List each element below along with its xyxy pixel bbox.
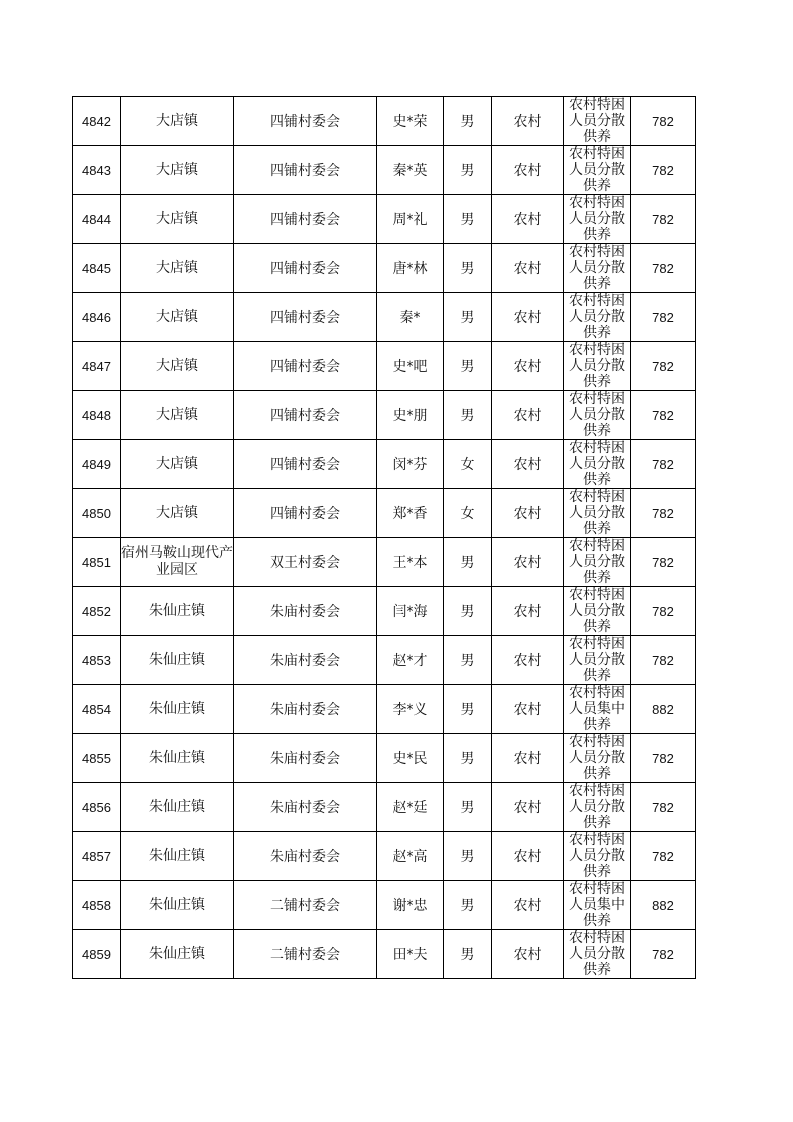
- village-committee-cell: 二铺村委会: [234, 930, 377, 979]
- village-committee-cell: 朱庙村委会: [234, 587, 377, 636]
- support-category-text: 农村特困 人员分散 供养: [569, 783, 625, 831]
- town-cell: 朱仙庄镇: [121, 734, 234, 783]
- support-category-text: 农村特困 人员分散 供养: [569, 930, 625, 978]
- serial-number-cell: 4846: [73, 293, 121, 342]
- amount-cell: 782: [631, 146, 696, 195]
- serial-number-cell: 4847: [73, 342, 121, 391]
- amount-cell: 782: [631, 440, 696, 489]
- serial-number-cell: 4843: [73, 146, 121, 195]
- serial-number-cell: 4857: [73, 832, 121, 881]
- town-cell: 朱仙庄镇: [121, 636, 234, 685]
- support-category-cell: [564, 881, 631, 930]
- support-category-cell: [564, 342, 631, 391]
- person-name-cell: 秦*英: [377, 146, 444, 195]
- person-name-cell: 史*民: [377, 734, 444, 783]
- table-row: [73, 930, 696, 979]
- area-type-cell: 农村: [492, 930, 564, 979]
- gender-cell: 男: [444, 342, 492, 391]
- amount-cell: 782: [631, 832, 696, 881]
- town-cell: 大店镇: [121, 244, 234, 293]
- amount-cell: 782: [631, 97, 696, 146]
- support-category-cell: [564, 244, 631, 293]
- amount-cell: 782: [631, 734, 696, 783]
- person-name-cell: 闵*芬: [377, 440, 444, 489]
- support-category-cell: [564, 293, 631, 342]
- gender-cell: 男: [444, 293, 492, 342]
- person-name-cell: 闫*海: [377, 587, 444, 636]
- gender-cell: 男: [444, 685, 492, 734]
- town-cell: 大店镇: [121, 97, 234, 146]
- town-cell: 朱仙庄镇: [121, 832, 234, 881]
- village-committee-cell: 朱庙村委会: [234, 832, 377, 881]
- serial-number-cell: 4848: [73, 391, 121, 440]
- town-cell: 大店镇: [121, 440, 234, 489]
- gender-cell: 男: [444, 636, 492, 685]
- person-name-cell: 王*本: [377, 538, 444, 587]
- support-category-text: 农村特困 人员分散 供养: [569, 636, 625, 684]
- area-type-cell: 农村: [492, 489, 564, 538]
- gender-cell: 男: [444, 97, 492, 146]
- support-category-text: 农村特困 人员分散 供养: [569, 342, 625, 390]
- support-category-text: 农村特困 人员分散 供养: [569, 244, 625, 292]
- support-category-text: 农村特困 人员分散 供养: [569, 391, 625, 439]
- support-category-cell: [564, 587, 631, 636]
- support-category-text: 农村特困 人员分散 供养: [569, 440, 625, 488]
- area-type-cell: 农村: [492, 195, 564, 244]
- support-category-cell: [564, 636, 631, 685]
- gender-cell: 男: [444, 930, 492, 979]
- person-name-cell: 李*义: [377, 685, 444, 734]
- area-type-cell: 农村: [492, 538, 564, 587]
- support-category-cell: [564, 734, 631, 783]
- support-category-cell: [564, 195, 631, 244]
- village-committee-cell: 朱庙村委会: [234, 636, 377, 685]
- person-name-cell: 赵*高: [377, 832, 444, 881]
- area-type-cell: 农村: [492, 783, 564, 832]
- support-category-cell: [564, 538, 631, 587]
- area-type-cell: 农村: [492, 734, 564, 783]
- area-type-cell: 农村: [492, 146, 564, 195]
- support-category-text: 农村特困 人员分散 供养: [569, 734, 625, 782]
- town-cell: 朱仙庄镇: [121, 685, 234, 734]
- town-cell: 宿州马鞍山现代产业园区: [121, 538, 234, 587]
- support-category-text: 农村特困 人员分散 供养: [569, 293, 625, 341]
- gender-cell: 男: [444, 195, 492, 244]
- amount-cell: 782: [631, 587, 696, 636]
- table-body: [73, 97, 696, 979]
- serial-number-cell: 4858: [73, 881, 121, 930]
- table-row: [73, 391, 696, 440]
- area-type-cell: 农村: [492, 342, 564, 391]
- support-category-cell: [564, 783, 631, 832]
- support-category-cell: [564, 685, 631, 734]
- area-type-cell: 农村: [492, 391, 564, 440]
- support-category-cell: [564, 930, 631, 979]
- village-committee-cell: 四铺村委会: [234, 244, 377, 293]
- support-category-text: 农村特困 人员分散 供养: [569, 97, 625, 145]
- support-category-cell: [564, 146, 631, 195]
- support-category-cell: [564, 832, 631, 881]
- gender-cell: 男: [444, 244, 492, 293]
- village-committee-cell: 四铺村委会: [234, 342, 377, 391]
- person-name-cell: 谢*忠: [377, 881, 444, 930]
- town-cell: 大店镇: [121, 293, 234, 342]
- gender-cell: 男: [444, 587, 492, 636]
- village-committee-cell: 双王村委会: [234, 538, 377, 587]
- table-row: [73, 734, 696, 783]
- gender-cell: 男: [444, 881, 492, 930]
- amount-cell: 782: [631, 244, 696, 293]
- table-row: [73, 342, 696, 391]
- village-committee-cell: 二铺村委会: [234, 881, 377, 930]
- village-committee-cell: 朱庙村委会: [234, 783, 377, 832]
- amount-cell: 782: [631, 195, 696, 244]
- area-type-cell: 农村: [492, 587, 564, 636]
- town-cell: 大店镇: [121, 391, 234, 440]
- table-row: [73, 489, 696, 538]
- serial-number-cell: 4850: [73, 489, 121, 538]
- support-category-text: 农村特困 人员分散 供养: [569, 587, 625, 635]
- village-committee-cell: 朱庙村委会: [234, 734, 377, 783]
- support-category-text: 农村特困 人员集中 供养: [569, 685, 625, 733]
- serial-number-cell: 4859: [73, 930, 121, 979]
- support-category-text: 农村特困 人员分散 供养: [569, 146, 625, 194]
- gender-cell: 男: [444, 734, 492, 783]
- support-category-cell: [564, 97, 631, 146]
- area-type-cell: 农村: [492, 881, 564, 930]
- person-name-cell: 史*吧: [377, 342, 444, 391]
- table-row: [73, 881, 696, 930]
- support-category-text: 农村特困 人员分散 供养: [569, 538, 625, 586]
- town-cell: 朱仙庄镇: [121, 930, 234, 979]
- amount-cell: 882: [631, 685, 696, 734]
- person-name-cell: 史*朋: [377, 391, 444, 440]
- serial-number-cell: 4854: [73, 685, 121, 734]
- person-name-cell: 赵*廷: [377, 783, 444, 832]
- town-cell: 大店镇: [121, 195, 234, 244]
- support-category-text: 农村特困 人员分散 供养: [569, 489, 625, 537]
- amount-cell: 782: [631, 489, 696, 538]
- table-row: [73, 293, 696, 342]
- table-row: [73, 146, 696, 195]
- town-cell: 大店镇: [121, 489, 234, 538]
- table-row: [73, 97, 696, 146]
- village-committee-cell: 四铺村委会: [234, 489, 377, 538]
- gender-cell: 男: [444, 146, 492, 195]
- area-type-cell: 农村: [492, 97, 564, 146]
- support-category-cell: [564, 391, 631, 440]
- town-cell: 朱仙庄镇: [121, 881, 234, 930]
- town-cell: 朱仙庄镇: [121, 587, 234, 636]
- area-type-cell: 农村: [492, 440, 564, 489]
- gender-cell: 男: [444, 538, 492, 587]
- village-committee-cell: 四铺村委会: [234, 293, 377, 342]
- person-name-cell: 秦*: [377, 293, 444, 342]
- amount-cell: 782: [631, 293, 696, 342]
- area-type-cell: 农村: [492, 636, 564, 685]
- village-committee-cell: 朱庙村委会: [234, 685, 377, 734]
- table-row: [73, 685, 696, 734]
- town-cell: 大店镇: [121, 342, 234, 391]
- village-committee-cell: 四铺村委会: [234, 391, 377, 440]
- person-name-cell: 史*荣: [377, 97, 444, 146]
- support-category-text: 农村特困 人员分散 供养: [569, 832, 625, 880]
- amount-cell: 782: [631, 636, 696, 685]
- village-committee-cell: 四铺村委会: [234, 97, 377, 146]
- table-row: [73, 783, 696, 832]
- table-row: [73, 636, 696, 685]
- gender-cell: 男: [444, 391, 492, 440]
- records-table: [72, 96, 696, 979]
- amount-cell: 782: [631, 783, 696, 832]
- serial-number-cell: 4852: [73, 587, 121, 636]
- serial-number-cell: 4856: [73, 783, 121, 832]
- person-name-cell: 唐*林: [377, 244, 444, 293]
- serial-number-cell: 4855: [73, 734, 121, 783]
- person-name-cell: 田*夫: [377, 930, 444, 979]
- person-name-cell: 周*礼: [377, 195, 444, 244]
- town-cell: 大店镇: [121, 146, 234, 195]
- person-name-cell: 赵*才: [377, 636, 444, 685]
- support-category-text: 农村特困 人员集中 供养: [569, 881, 625, 929]
- village-committee-cell: 四铺村委会: [234, 440, 377, 489]
- support-category-text: 农村特困 人员分散 供养: [569, 195, 625, 243]
- area-type-cell: 农村: [492, 293, 564, 342]
- table-row: [73, 440, 696, 489]
- amount-cell: 782: [631, 391, 696, 440]
- table-row: [73, 195, 696, 244]
- serial-number-cell: 4842: [73, 97, 121, 146]
- support-category-cell: [564, 489, 631, 538]
- amount-cell: 782: [631, 342, 696, 391]
- amount-cell: 882: [631, 881, 696, 930]
- serial-number-cell: 4849: [73, 440, 121, 489]
- village-committee-cell: 四铺村委会: [234, 195, 377, 244]
- support-category-cell: [564, 440, 631, 489]
- table-row: [73, 832, 696, 881]
- gender-cell: 女: [444, 440, 492, 489]
- amount-cell: 782: [631, 930, 696, 979]
- serial-number-cell: 4845: [73, 244, 121, 293]
- town-cell: 朱仙庄镇: [121, 783, 234, 832]
- amount-cell: 782: [631, 538, 696, 587]
- serial-number-cell: 4844: [73, 195, 121, 244]
- area-type-cell: 农村: [492, 244, 564, 293]
- area-type-cell: 农村: [492, 685, 564, 734]
- table-row: [73, 587, 696, 636]
- gender-cell: 男: [444, 783, 492, 832]
- table-row: [73, 538, 696, 587]
- serial-number-cell: 4851: [73, 538, 121, 587]
- village-committee-cell: 四铺村委会: [234, 146, 377, 195]
- person-name-cell: 郑*香: [377, 489, 444, 538]
- area-type-cell: 农村: [492, 832, 564, 881]
- gender-cell: 女: [444, 489, 492, 538]
- gender-cell: 男: [444, 832, 492, 881]
- table-row: [73, 244, 696, 293]
- serial-number-cell: 4853: [73, 636, 121, 685]
